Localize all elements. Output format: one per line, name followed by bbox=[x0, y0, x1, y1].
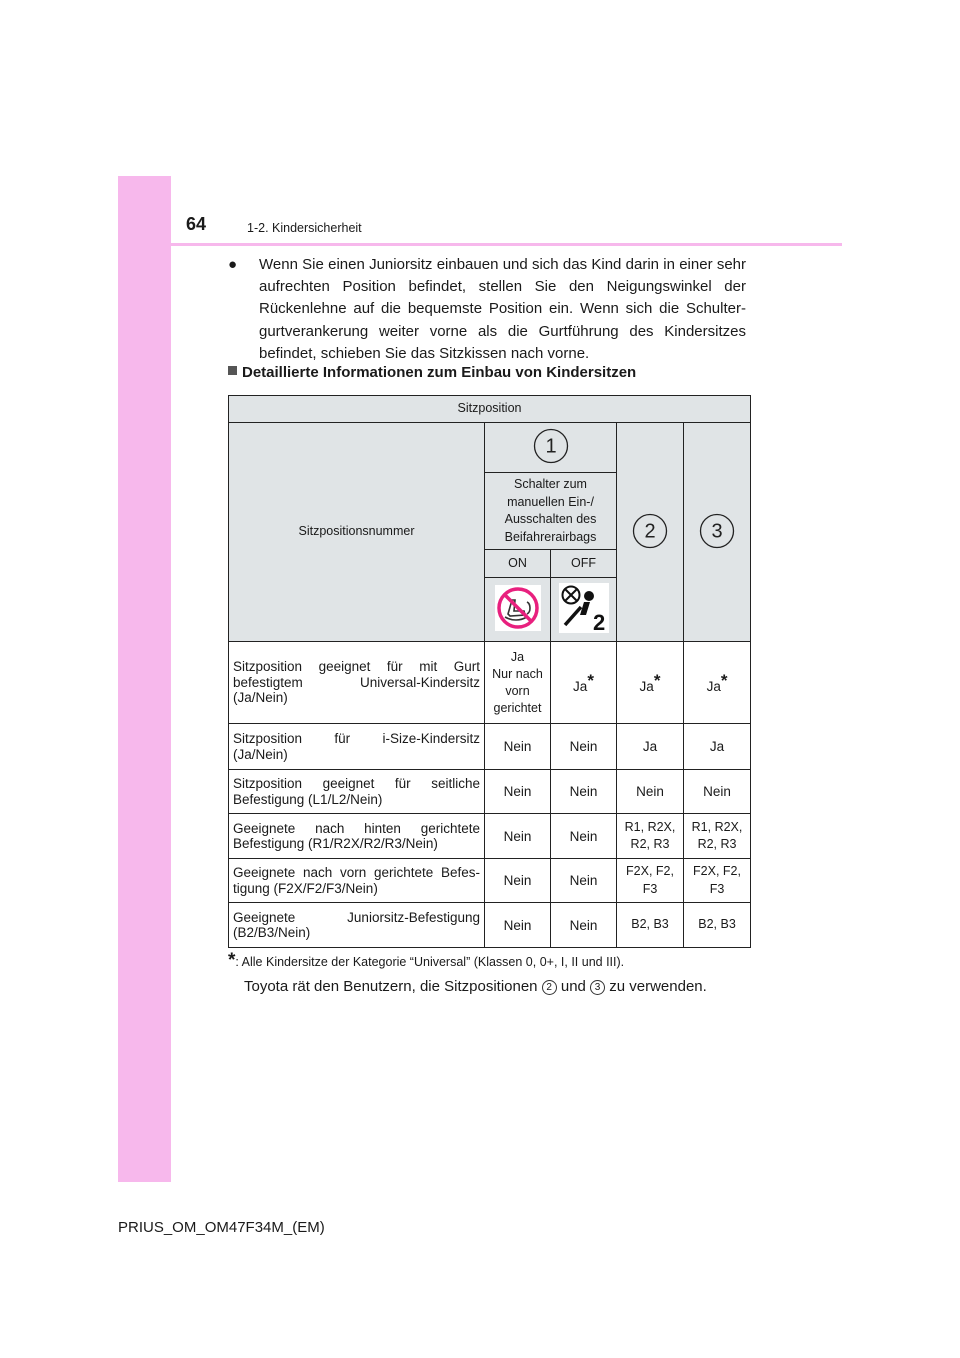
footnote-star: * bbox=[720, 671, 728, 690]
cell-on: Nein bbox=[485, 724, 551, 770]
cell-pos3 bbox=[684, 642, 751, 724]
recommendation-middle: und bbox=[560, 978, 586, 995]
airbag-off-icon-digit: 2 bbox=[592, 610, 605, 633]
cell-pos2: Nein bbox=[617, 770, 684, 814]
footnote-mark: * bbox=[228, 950, 236, 971]
bullet-dot-icon: ● bbox=[228, 256, 238, 273]
cell-pos2: F2X, F2, F3 bbox=[617, 859, 684, 903]
position-2-number: 2 bbox=[644, 520, 656, 542]
recommendation-before: Toyota rät den Benutzern, die Sitzpositionen bbox=[244, 978, 538, 995]
circled-3-icon: 3 bbox=[590, 980, 605, 995]
position-1-number: 1 bbox=[544, 435, 557, 458]
cell-pos2: B2, B3 bbox=[617, 903, 684, 948]
footnote-star: * bbox=[587, 671, 594, 690]
page-number: 64 bbox=[186, 214, 207, 234]
cell-pos3: R1, R2X, R2, R3 bbox=[684, 814, 751, 859]
cell-pos3: F2X, F2, F3 bbox=[684, 859, 751, 903]
section-title: 1-2. Kindersicherheit bbox=[247, 221, 362, 235]
table-row bbox=[229, 642, 751, 724]
cell-pos2 bbox=[617, 642, 684, 724]
cell-on: Nein bbox=[485, 770, 551, 814]
cell-off: Nein bbox=[551, 724, 617, 770]
row-label: Geeignete nach vorn gerichtete Befestigung (F2X/F2/F3/Nein) bbox=[229, 859, 485, 903]
airbag-off-indicator-icon bbox=[559, 583, 609, 633]
row-label: Geeignete nach hinten gerichtete Befestigung (R1/R2X/R2/R3/Nein) bbox=[229, 814, 485, 859]
section-heading bbox=[228, 364, 636, 381]
cell-pos3: B2, B3 bbox=[684, 903, 751, 948]
cell-on: Nein bbox=[485, 814, 551, 859]
chapter-sidebar-tab bbox=[118, 176, 171, 1182]
cell-on: Nein bbox=[485, 903, 551, 948]
no-rear-facing-child-seat-icon bbox=[494, 584, 542, 632]
position-3-number: 3 bbox=[711, 520, 723, 542]
circled-2-icon: 2 bbox=[542, 980, 557, 995]
position-1-circle-icon bbox=[531, 426, 571, 466]
header-rule bbox=[171, 243, 842, 246]
position-1-header bbox=[485, 423, 617, 473]
table-row bbox=[229, 903, 751, 948]
cell-off: Nein bbox=[551, 903, 617, 948]
footnote-star: * bbox=[653, 671, 661, 690]
cell-off bbox=[551, 642, 617, 724]
position-2-header bbox=[617, 423, 684, 642]
table-row bbox=[229, 724, 751, 770]
square-bullet-icon bbox=[228, 366, 237, 375]
child-seat-table bbox=[228, 395, 751, 948]
airbag-switch-label: Schalter zum manuellen Ein-/ Ausschalten des Beifahrerairbags bbox=[485, 473, 617, 550]
cell-off: Nein bbox=[551, 770, 617, 814]
table-row bbox=[229, 770, 751, 814]
row-header-label: Sitzpositionsnummer bbox=[229, 423, 485, 642]
switch-on-label: ON bbox=[485, 550, 551, 578]
table-row bbox=[229, 814, 751, 859]
cell-on bbox=[485, 642, 551, 724]
row-label: Sitzposition für i-Size-Kindersitz (Ja/Nein) bbox=[229, 724, 485, 770]
row-label: Geeignete Juniorsitz-Befestigung (B2/B3/Nein) bbox=[229, 903, 485, 948]
position-3-header bbox=[684, 423, 751, 642]
cell-pos2-value: Ja bbox=[639, 679, 654, 694]
cell-pos3-value: Ja bbox=[706, 679, 721, 694]
recommendation-text bbox=[244, 978, 707, 995]
footer-model-code: PRIUS_OM_OM47F34M_(EM) bbox=[118, 1219, 325, 1236]
bullet-text: Wenn Sie einen Juniorsitz einbauen und sich das Kind darin in einer sehr aufrechten Position befindet, stellen Sie den Neigungswinkel der Rückenlehne auf die bequemste Position ein. Wenn sich die Schultergurtverankerung weiter vorne als die Gurtführung des Kindersitzes befindet, schieben Sie das Sitzkissen nach vorne. bbox=[259, 256, 746, 362]
cell-pos3: Nein bbox=[684, 770, 751, 814]
table-footnote bbox=[228, 950, 624, 972]
row-label: Sitzposition geeignet für seitliche Befestigung (L1/L2/Nein) bbox=[229, 770, 485, 814]
table-title: Sitzposition bbox=[229, 396, 751, 423]
cell-on: Nein bbox=[485, 859, 551, 903]
no-rear-facing-seat-cell bbox=[485, 578, 551, 642]
airbag-off-indicator-cell bbox=[551, 578, 617, 642]
cell-on-value: Ja bbox=[510, 649, 525, 664]
position-3-circle-icon bbox=[697, 511, 737, 551]
position-2-circle-icon bbox=[630, 511, 670, 551]
table-row bbox=[229, 859, 751, 903]
heading-text: Detaillierte Informationen zum Einbau von Kindersitzen bbox=[242, 364, 637, 381]
bullet-paragraph bbox=[228, 254, 746, 365]
footnote-text: : Alle Kindersitze der Kategorie “Universal” (Klassen 0, 0+, I, II und III). bbox=[235, 955, 625, 969]
cell-off: Nein bbox=[551, 859, 617, 903]
cell-pos3: Ja bbox=[684, 724, 751, 770]
cell-off: Nein bbox=[551, 814, 617, 859]
row-label: Sitzposition geeignet für mit Gurt befestigtem Universal-Kindersitz (Ja/Nein) bbox=[229, 642, 485, 724]
cell-pos2: Ja bbox=[617, 724, 684, 770]
cell-pos2: R1, R2X, R2, R3 bbox=[617, 814, 684, 859]
recommendation-after: zu verwenden. bbox=[609, 978, 707, 995]
cell-off-value: Ja bbox=[573, 679, 588, 694]
switch-off-label: OFF bbox=[551, 550, 617, 578]
cell-on-note: Nur nach vorn gerichtet bbox=[492, 666, 543, 715]
